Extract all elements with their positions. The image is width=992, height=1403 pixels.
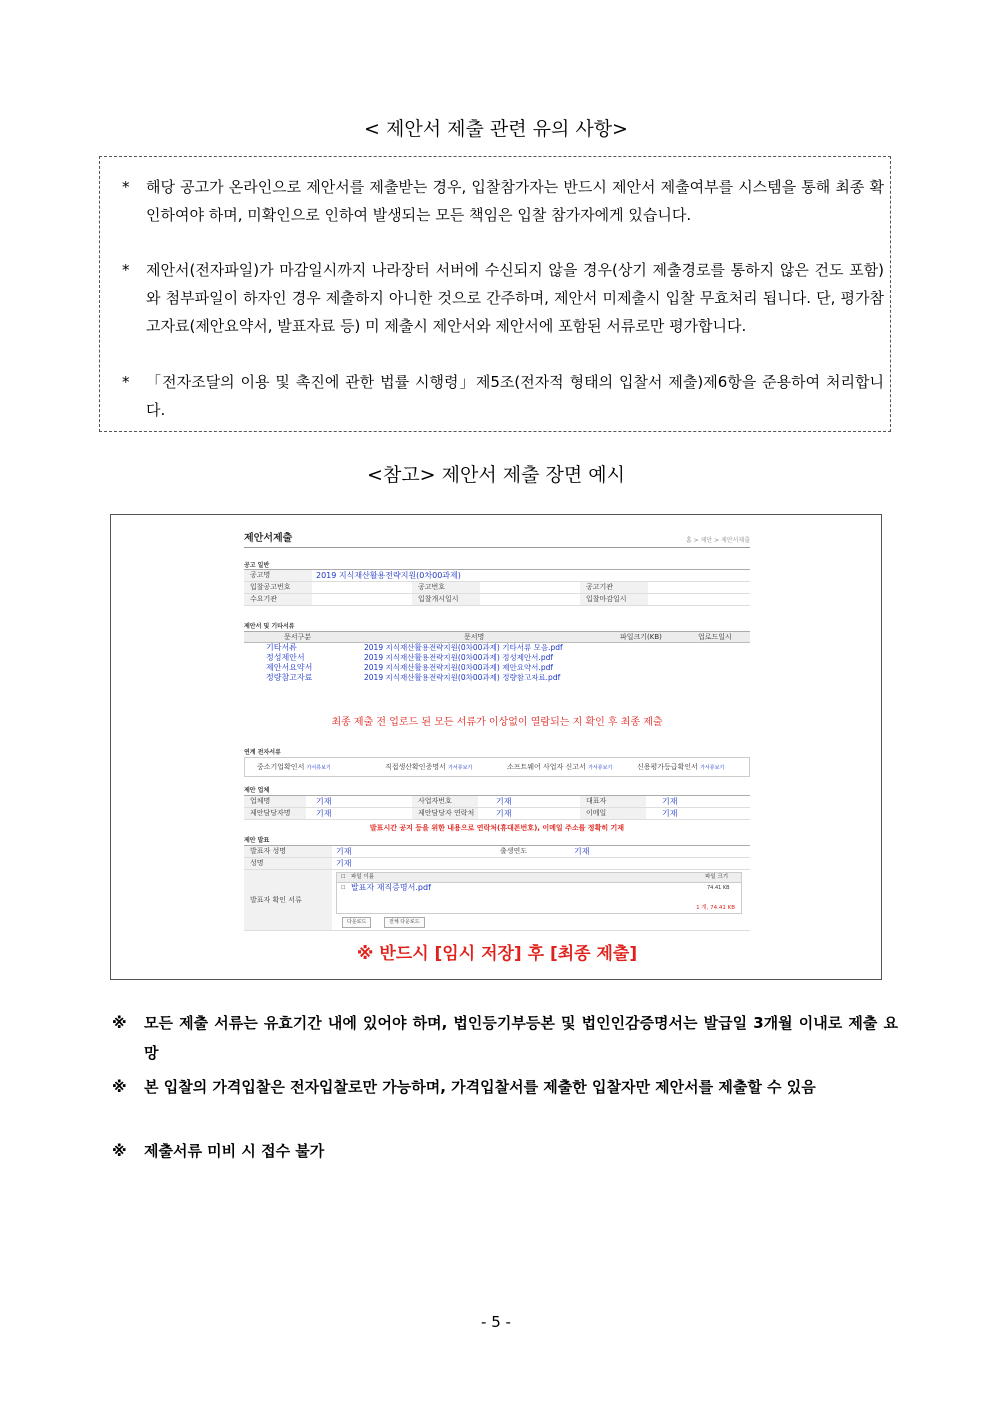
fill-value[interactable]: 기재 — [316, 809, 332, 818]
footnote-text: 제출서류 미비 시 접수 불가 — [144, 1142, 325, 1160]
reference-mark: ※ — [112, 1142, 127, 1160]
fill-value[interactable]: 기재 — [574, 847, 590, 856]
view-doc-link[interactable]: 가서류보기 — [306, 765, 331, 771]
footnote — [112, 1072, 898, 1102]
field-label: 제안담당자 연락처 — [412, 808, 478, 819]
table-row[interactable] — [244, 663, 750, 673]
docs-header — [244, 632, 750, 643]
field-label: 공고기관 — [580, 582, 648, 593]
field-label: 대표자 — [580, 796, 646, 807]
footnote-text: 모든 제출 서류는 유효기간 내에 있어야 하며, 법인등기부등본 및 법인인감증명서는 발급일 3개월 이내로 제출 요망 — [144, 1014, 898, 1062]
table-row[interactable] — [244, 673, 750, 683]
docs-grid — [244, 631, 750, 683]
final-check-warning: 최종 제출 전 업로드 된 모든 서류가 이상없이 열람되는 지 확인 후 최종 제출 — [331, 717, 663, 728]
col-header: 파일크기(KB) — [620, 633, 662, 641]
reference-mark: ※ — [112, 1014, 127, 1032]
screenshot-frame — [110, 514, 882, 980]
view-doc-link[interactable]: 가서류보기 — [588, 765, 613, 771]
doc-name-link[interactable]: 2019 지식재산활용전략지원(0차00과제) 정량참고자료.pdf — [364, 673, 561, 682]
field-label: 공고명 — [244, 570, 312, 581]
field-label: 업체명 — [244, 796, 306, 807]
company-note: 발표시간 공지 등을 위한 내용으로 연락처(휴대폰번호), 이메일 주소를 정확히 기재 — [369, 824, 625, 832]
checkbox-all[interactable]: ☐ — [341, 874, 346, 880]
file-total: 1 개, 74.41 KB — [696, 905, 735, 911]
breadcrumb: 홈 > 제안 > 제안서제출 — [685, 537, 750, 544]
reference-mark: ※ — [112, 1078, 127, 1096]
divider — [244, 547, 750, 548]
grid-row — [244, 582, 750, 594]
fill-value[interactable]: 기재 — [336, 859, 352, 868]
grid-row — [244, 846, 750, 858]
linked-doc — [257, 762, 331, 772]
linked-doc — [637, 762, 724, 772]
doc-type: 정성제안서 — [266, 653, 305, 662]
presentation-grid — [244, 845, 750, 931]
doc-type: 제안서요약서 — [266, 663, 313, 672]
table-row[interactable] — [244, 653, 750, 663]
download-all-button[interactable]: 전체 다운로드 — [384, 917, 425, 928]
grid-row — [244, 570, 750, 582]
field-label: 제안담당자명 — [244, 808, 306, 819]
linked-doc — [385, 762, 472, 772]
grid-row — [244, 870, 750, 931]
example-heading: <참고> 제안서 제출 장면 예시 — [367, 464, 625, 486]
col-header: 문서명 — [464, 633, 485, 641]
field-label: 출생연도 — [500, 847, 528, 855]
linked-doc-label: 직접생산확인증명서 — [385, 763, 446, 771]
section-docs: 제안서 및 기타서류 — [244, 623, 295, 630]
field-label: 발표자 확인 서류 — [244, 870, 332, 930]
linked-docs-box — [244, 757, 750, 777]
col-header: 파일 이름 — [351, 874, 375, 880]
col-header: 업로드일시 — [698, 633, 732, 641]
grid-row — [244, 808, 750, 820]
bullet-asterisk: * — [122, 178, 130, 196]
grid-row — [244, 594, 750, 606]
doc-name-link[interactable]: 2019 지식재산활용전략지원(0차00과제) 기타서류 모음.pdf — [364, 643, 563, 652]
table-row[interactable] — [244, 643, 750, 653]
notice-grid — [244, 569, 750, 606]
fill-value[interactable]: 기재 — [336, 847, 352, 856]
fill-value[interactable]: 기재 — [316, 797, 332, 806]
notice-name-value: 2019 지식재산활용전략지원(0차00과제) — [316, 571, 461, 580]
doc-type: 정량참고자료 — [266, 673, 313, 682]
doc-name-link[interactable]: 2019 지식재산활용전략지원(0차00과제) 제안요약서.pdf — [364, 663, 553, 672]
linked-doc-label: 중소기업확인서 — [257, 763, 305, 771]
field-label: 발표자 성명 — [244, 846, 332, 857]
section-notice: 공고 일반 — [244, 562, 270, 569]
field-label: 사업자번호 — [412, 796, 478, 807]
file-list — [336, 872, 742, 914]
field-label: 입찰마감일시 — [580, 594, 648, 605]
bullet-asterisk: * — [122, 373, 130, 391]
linked-doc-label: 소프트웨어 사업자 신고서 — [507, 763, 586, 771]
notice-box — [99, 156, 891, 432]
fill-value[interactable]: 기재 — [662, 797, 678, 806]
section-presentation: 제안 발표 — [244, 837, 270, 844]
linked-doc-label: 신용평가등급확인서 — [637, 763, 698, 771]
footnote-text: 본 입찰의 가격입찰은 전자입찰로만 가능하며, 가격입찰서를 제출한 입찰자만 제안서를 제출할 수 있음 — [144, 1078, 816, 1096]
field-label: 수요기관 — [244, 594, 312, 605]
file-checkbox[interactable]: ☐ — [341, 885, 346, 891]
view-doc-link[interactable]: 가서류보기 — [700, 765, 725, 771]
view-doc-link[interactable]: 가서류보기 — [448, 765, 473, 771]
download-button[interactable]: 다운로드 — [342, 917, 371, 928]
field-label: 입찰개시일시 — [412, 594, 480, 605]
field-label: 성명 — [244, 858, 332, 869]
grid-row — [244, 796, 750, 808]
doc-name-link[interactable]: 2019 지식재산활용전략지원(0차00과제) 정성제안서.pdf — [364, 653, 553, 662]
notice-text: 「전자조달의 이용 및 촉진에 관한 법률 시행령」제5조(전자적 형태의 입찰서 제출)제6항을 준용하여 처리합니다. — [146, 373, 884, 419]
grid-row — [244, 858, 750, 870]
field-label: 공고번호 — [412, 582, 480, 593]
notice-item — [122, 173, 884, 229]
footnote — [112, 1008, 898, 1068]
section-linked: 연계 전자서류 — [244, 749, 281, 756]
notice-item — [122, 256, 884, 340]
field-label: 이메일 — [580, 808, 646, 819]
col-header: 파일 크기 — [705, 874, 729, 880]
linked-doc — [507, 762, 612, 772]
file-name-link[interactable]: 발표자 재직증명서.pdf — [351, 883, 431, 892]
company-grid — [244, 795, 750, 820]
fill-value[interactable]: 기재 — [496, 797, 512, 806]
bullet-asterisk: * — [122, 261, 130, 279]
footnote — [112, 1136, 898, 1166]
field-label: 입찰공고번호 — [244, 582, 312, 593]
notice-text: 제안서(전자파일)가 마감일시까지 나라장터 서버에 수신되지 않을 경우(상기 제출경로를 통하지 않은 건도 포함)와 첨부파일이 하자인 경우 제출하지 아니한 것으로 간주하며, 제안서 미제출시 입찰 무효처리 됩니다. 단, 평가참고자료(제안요약서, 발표자료 등) 미 제출시 제안서와 제안서에 포함된 서류로만 평가합니다. — [146, 261, 884, 335]
col-header: 문서구분 — [284, 633, 312, 641]
section-company: 제안 업체 — [244, 787, 270, 794]
fill-value[interactable]: 기재 — [662, 809, 678, 818]
notice-text: 해당 공고가 온라인으로 제안서를 제출받는 경우, 입찰참가자는 반드시 제안서 제출여부를 시스템을 통해 최종 확인하여야 하며, 미확인으로 인하여 발생되는 모든 책임은 입찰 참가자에게 있습니다. — [146, 178, 884, 224]
screen-title: 제안서제출 — [244, 533, 293, 544]
fill-value[interactable]: 기재 — [496, 809, 512, 818]
notice-heading: < 제안서 제출 관련 유의 사항> — [364, 118, 628, 140]
notice-item — [122, 368, 884, 424]
screen-caption: ※ 반드시 [임시 저장] 후 [최종 제출] — [356, 944, 638, 964]
file-list-header — [337, 873, 741, 883]
doc-type: 기타서류 — [266, 643, 297, 652]
page-number: - 5 - — [481, 1313, 511, 1331]
submission-screen — [244, 523, 750, 929]
file-row[interactable] — [337, 883, 741, 893]
file-size: 74.41 KB — [707, 885, 730, 891]
